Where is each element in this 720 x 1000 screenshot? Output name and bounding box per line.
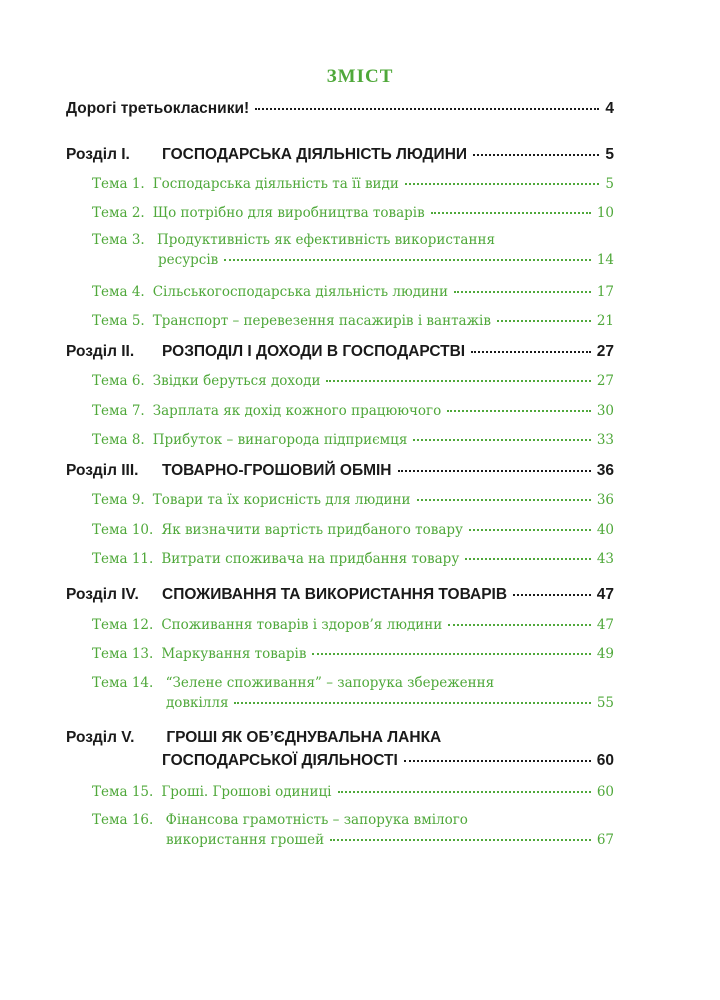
page-number: 17 <box>596 284 614 300</box>
toc-title: ЗМІСТ <box>326 66 394 87</box>
topic-title: Що потрібно для виробництва товарів <box>152 205 425 221</box>
topic-number: Тема 7. <box>92 403 145 419</box>
section-title-line1: ГРОШІ ЯК ОБ’ЄДНУВАЛЬНА ЛАНКА <box>166 729 442 746</box>
toc-intro[interactable] <box>66 100 614 118</box>
topic-number: Тема 12. <box>92 617 154 633</box>
page-number: 47 <box>596 586 614 603</box>
leader-dots <box>497 319 591 322</box>
leader-dots <box>417 498 591 501</box>
topic-number: Тема 9. <box>92 492 145 508</box>
topic-title-line1: Фінансова грамотність – запорука вмілого <box>165 812 468 828</box>
topic-title: Прибуток – винагорода підприємця <box>152 432 408 448</box>
toc-section-1[interactable] <box>66 146 614 164</box>
toc-topic-4[interactable] <box>92 284 614 300</box>
page-number: 27 <box>596 343 614 360</box>
intro-label: Дорогі третьокласники! <box>66 100 250 117</box>
page-number: 60 <box>596 784 614 800</box>
section-title: РОЗПОДІЛ І ДОХОДИ В ГОСПОДАРСТВІ <box>162 343 466 360</box>
toc-section-3[interactable] <box>66 462 614 480</box>
page-number: 5 <box>605 176 614 192</box>
topic-title-line2: довкілля <box>166 695 229 711</box>
page-number: 40 <box>596 522 614 538</box>
leader-dots <box>465 557 591 560</box>
page-number: 36 <box>596 462 614 479</box>
topic-title: Витрати споживача на придбання товару <box>161 551 460 567</box>
toc-topic-5[interactable] <box>92 313 614 329</box>
leader-dots <box>234 701 590 704</box>
topic-title: Товари та їх корисність для людини <box>152 492 411 508</box>
page-number: 27 <box>596 373 614 389</box>
section-title: ТОВАРНО-ГРОШОВИЙ ОБМІН <box>162 462 392 479</box>
leader-dots <box>338 790 591 793</box>
leader-dots <box>469 528 591 531</box>
toc-topic-9[interactable] <box>92 492 614 508</box>
leader-dots <box>447 409 591 412</box>
topic-title: Транспорт – перевезення пасажирів і вантажів <box>152 313 491 329</box>
toc-topic-10[interactable] <box>92 522 614 538</box>
topic-number: Тема 13. <box>92 646 154 662</box>
section-title-line2: ГОСПОДАРСЬКОЇ ДІЯЛЬНОСТІ <box>162 752 398 769</box>
page-number: 67 <box>596 832 614 848</box>
topic-number: Тема 15. <box>92 784 154 800</box>
topic-number: Тема 8. <box>92 432 145 448</box>
leader-dots <box>454 290 591 293</box>
page-number: 55 <box>596 695 614 711</box>
topic-title: Маркування товарів <box>161 646 307 662</box>
leader-dots <box>473 153 599 156</box>
toc-topic-6[interactable] <box>92 373 614 389</box>
toc-topic-7[interactable] <box>92 403 614 419</box>
leader-dots <box>398 469 591 472</box>
page-number: 5 <box>605 146 614 163</box>
page-number: 36 <box>596 492 614 508</box>
toc-topic-8[interactable] <box>92 432 614 448</box>
section-number: Розділ ІІ. <box>66 343 135 360</box>
topic-title: Як визначити вартість придбаного товару <box>161 522 463 538</box>
page-number: 47 <box>596 617 614 633</box>
section-title: ГОСПОДАРСЬКА ДІЯЛЬНІСТЬ ЛЮДИНИ <box>162 146 468 163</box>
toc-topic-13[interactable] <box>92 646 614 662</box>
topic-number: Тема 1. <box>92 176 145 192</box>
toc-section-5[interactable] <box>162 752 614 770</box>
topic-title: Гроші. Грошові одиниці <box>161 784 332 800</box>
leader-dots <box>224 258 591 261</box>
leader-dots <box>326 379 590 382</box>
page-number: 4 <box>605 100 614 117</box>
topic-number: Тема 14. <box>92 675 154 691</box>
page-number: 14 <box>596 252 614 268</box>
leader-dots <box>404 759 591 762</box>
page-number: 10 <box>596 205 614 221</box>
topic-title: Звідки беруться доходи <box>152 373 321 389</box>
topic-number: Тема 10. <box>92 522 154 538</box>
toc-section-5-line1[interactable] <box>66 729 441 747</box>
toc-topic-14[interactable] <box>166 695 614 711</box>
section-number: Розділ V. <box>66 729 135 746</box>
toc-topic-12[interactable] <box>92 617 614 633</box>
toc-topic-16-line1[interactable] <box>92 812 468 828</box>
topic-title-line1: Продуктивність як ефективність використання <box>157 232 495 248</box>
leader-dots <box>471 350 591 353</box>
leader-dots <box>405 182 600 185</box>
topic-number: Тема 3. <box>92 232 145 248</box>
topic-title: Зарплата як дохід кожного працюючого <box>152 403 442 419</box>
leader-dots <box>448 623 591 626</box>
section-number: Розділ ІV. <box>66 586 139 603</box>
topic-title: Господарська діяльність та її види <box>152 176 399 192</box>
page-number: 30 <box>596 403 614 419</box>
topic-number: Тема 5. <box>92 313 145 329</box>
toc-topic-3[interactable] <box>158 252 614 268</box>
leader-dots <box>431 211 591 214</box>
topic-number: Тема 11. <box>92 551 154 567</box>
toc-topic-16[interactable] <box>166 832 614 848</box>
topic-title-line1: “Зелене споживання” – запорука збереження <box>165 675 495 691</box>
page-number: 60 <box>596 752 614 769</box>
section-number: Розділ ІІІ. <box>66 462 139 479</box>
topic-title-line2: використання грошей <box>166 832 325 848</box>
toc-topic-1[interactable] <box>92 176 614 192</box>
topic-number: Тема 6. <box>92 373 145 389</box>
section-number: Розділ І. <box>66 146 130 163</box>
topic-number: Тема 4. <box>92 284 145 300</box>
toc-topic-2[interactable] <box>92 205 614 221</box>
toc-topic-3-line1[interactable] <box>92 232 495 248</box>
toc-section-2[interactable] <box>66 343 614 361</box>
topic-title-line2: ресурсів <box>158 252 219 268</box>
leader-dots <box>255 107 599 110</box>
leader-dots <box>330 838 591 841</box>
topic-title: Споживання товарів і здоров’я людини <box>161 617 443 633</box>
toc-topic-11[interactable] <box>92 551 614 567</box>
page-number: 49 <box>596 646 614 662</box>
page-number: 21 <box>596 313 614 329</box>
page-number: 43 <box>596 551 614 567</box>
toc-topic-14-line1[interactable] <box>92 675 494 691</box>
page-number: 33 <box>596 432 614 448</box>
topic-title: Сільськогосподарська діяльність людини <box>152 284 449 300</box>
leader-dots <box>513 593 591 596</box>
leader-dots <box>312 652 590 655</box>
topic-number: Тема 2. <box>92 205 145 221</box>
topic-number: Тема 16. <box>92 812 154 828</box>
section-title: СПОЖИВАННЯ ТА ВИКОРИСТАННЯ ТОВАРІВ <box>162 586 508 603</box>
toc-topic-15[interactable] <box>92 784 614 800</box>
leader-dots <box>413 438 590 441</box>
toc-section-4[interactable] <box>66 586 614 604</box>
